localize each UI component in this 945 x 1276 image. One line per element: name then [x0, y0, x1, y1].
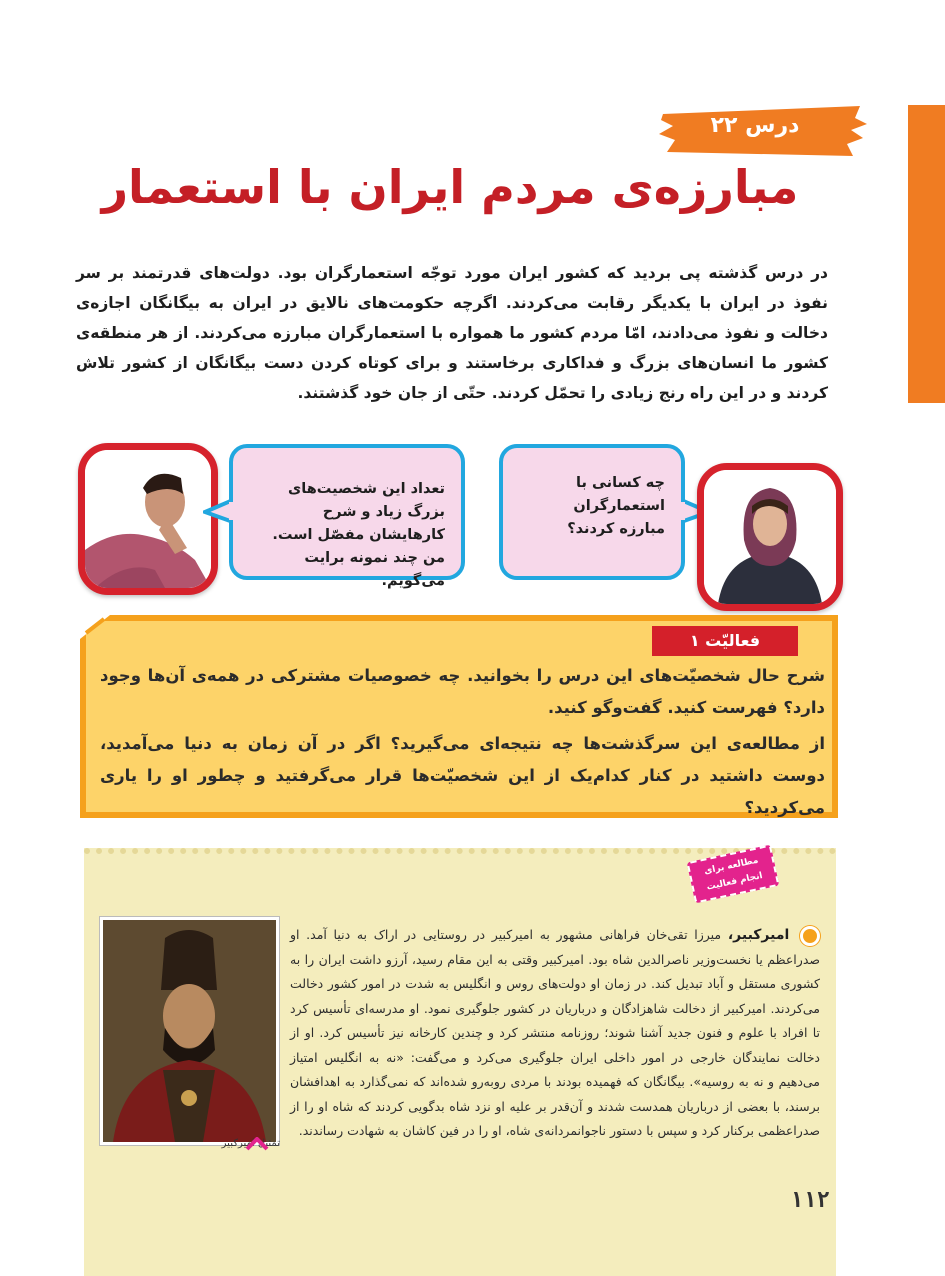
activity-text [100, 660, 825, 824]
girl-speech-bubble [499, 444, 685, 580]
boy-illustration [85, 450, 211, 588]
activity-line-1: شرح حال شخصیّت‌های این درس را بخوانید. چه خصوصیات مشترکی در همه‌ی آن‌ها وجود دارد؟ فهرست کنید. گفت‌وگو کنید. [100, 666, 825, 717]
boy-answer-text: تعداد این شخصیت‌های بزرگ زیاد و شرح کارهایشان مفصّل است. من چند نمونه برایت می‌گویم. [272, 481, 445, 589]
bubble-tail [203, 498, 233, 524]
activity-line-2: از مطالعه‌ی این سرگذشت‌ها چه نتیجه‌ای می‌گیرید؟ اگر در آن زمان به دنیا می‌آمدید، دوست داشتید در کنار کدام‌یک از این شخصیّت‌ها قرار می‌گرفتید و چطور او را یاری می‌کردید؟ [100, 734, 825, 817]
amir-kabir-name: امیرکبیر، [727, 927, 790, 943]
chapter-side-tab [908, 105, 945, 403]
boy-portrait [78, 443, 218, 595]
portrait-caption: تمثیل امیرکبیر [221, 1138, 280, 1149]
intro-paragraph: در درس گذشته پی بردید که کشور ایران مورد توجّه استعمارگران بود. دولت‌های قدرتمند بر سر نفوذ در ایران با یکدیگر رقابت می‌کردند. اگرچه حکومت‌های نالایق در ایران به بیگانگان اجازه‌ی دخالت و نفوذ می‌دادند، امّا مردم کشور ما همواره با استعمارگران مبارزه می‌کردند. از هر منطقه‌ی کشور ما انسان‌های بزرگ و فداکاری برخاستند و برای کوتاه کردن دست بیگانگان از کشور تلاش کردند و در این راه رنج زیادی را تحمّل کردند. حتّی از جان خود گذشتند. [76, 264, 828, 402]
amir-kabir-biography [290, 923, 820, 1144]
page-title: مبارزه‌ی مردم ایران با استعمار [101, 160, 799, 214]
corner-fold-icon [80, 615, 110, 639]
lesson-number: درس ۲۲ [710, 113, 800, 138]
amir-kabir-text: میرزا تقی‌خان فراهانی مشهور به امیرکبیر در روستایی در اراک به دنیا آمد. او صدراعظم یا نخست‌وزیر ناصرالدین شاه بود. امیرکبیر وقتی به این مقام رسید، آرزو داشت ایران را به کشوری مستقل و آباد تبدیل کند. در زمان او دولت‌های روس و انگلیس به شدت در امور کشور دخالت می‌کردند. امیرکبیر از دخالت شاهزادگان و درباریان در کشور جلوگیری نمود. او مدرسه‌ای تأسیس کرد تا افراد با علوم و فنون جدید آشنا شوند؛ روزنامه منتشر کرد و چندین کارخانه نیز تأسیس کرد. او از دخالت نمایندگان خارجی در امور داخلی ایران جلوگیری می‌کرد و می‌گفت: «نه به انگلیس امتیاز می‌دهیم و نه به روسیه». بیگانگان که فهمیده بودند با مردی روبه‌رو شده‌اند که نمی‌گذارد به اهدافشان برسند، با بعضی از درباریان همدست شدند و آن‌قدر بر علیه او نزد شاه بدگویی کردند که شاه او را از صدراعظمی برکنار کرد و سپس با دستور ناجوانمردانه‌ی شاه، او را در فین کاشان به شهادت رساندند. [290, 927, 820, 1138]
lesson-badge [655, 100, 870, 160]
boy-speech-bubble [229, 444, 465, 589]
activity-label: فعالیّت ۱ [652, 626, 798, 656]
stamp-line-1: مطالعه برای [703, 855, 760, 877]
girl-illustration [704, 470, 836, 604]
girl-portrait [697, 463, 843, 611]
bullet-icon [800, 926, 820, 946]
caption-chevron-icon [245, 1137, 269, 1151]
girl-question-text: چه کسانی با استعمارگران مبارزه کردند؟ [567, 475, 665, 537]
amir-kabir-portrait [100, 917, 279, 1145]
amir-kabir-painting [103, 920, 276, 1142]
page-number: ۱۱۲ [790, 1188, 830, 1213]
stamp-line-2: انجام فعالیت [705, 871, 764, 893]
